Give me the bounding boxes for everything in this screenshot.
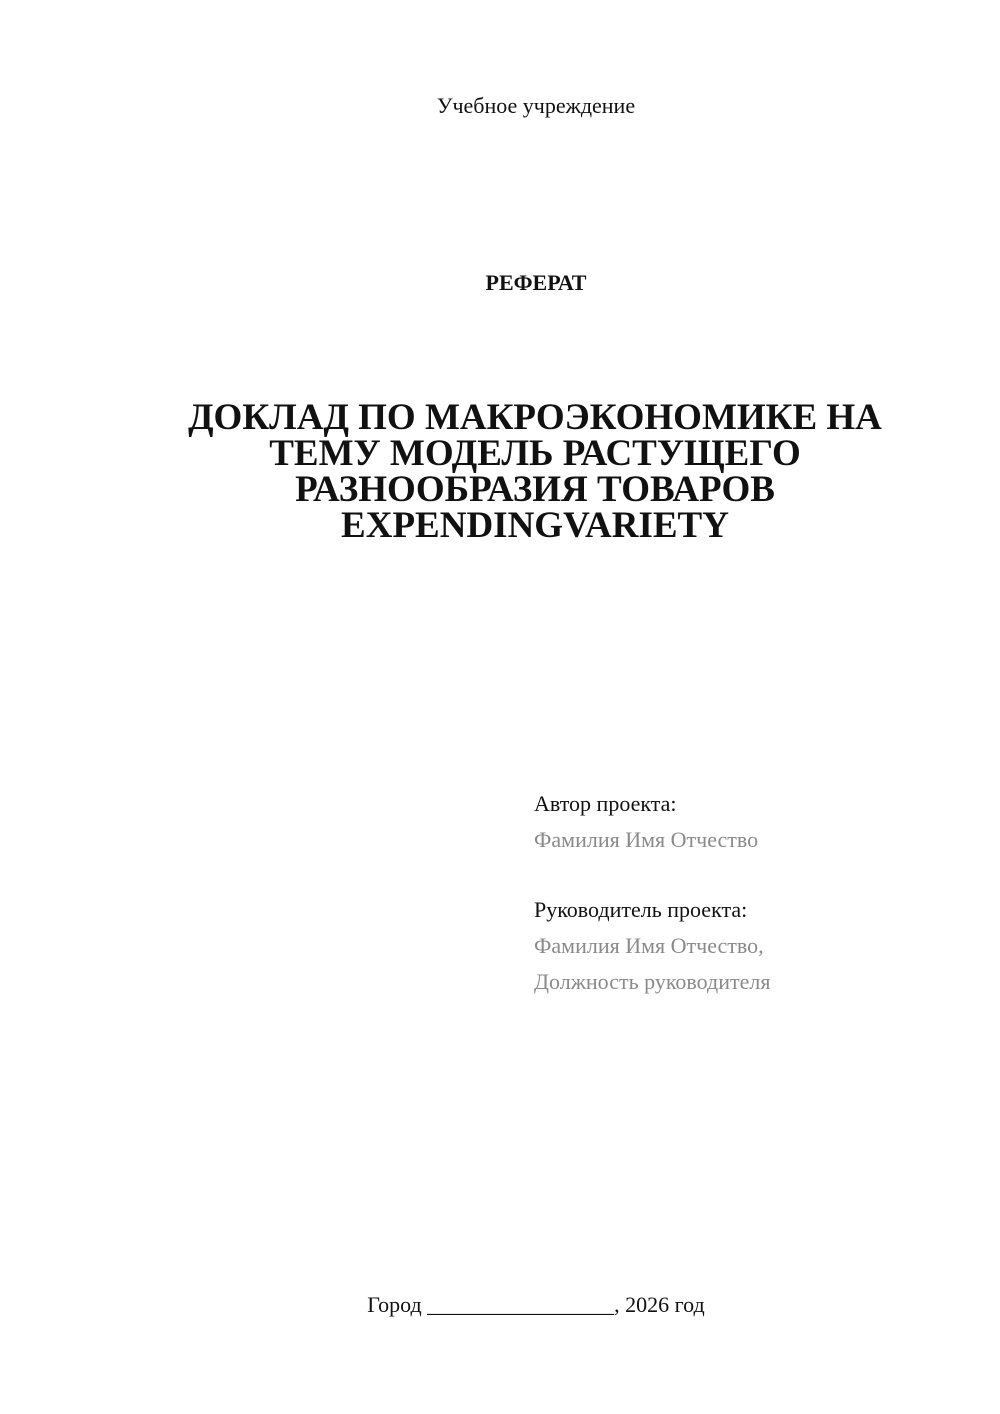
institution-name: Учебное учреждение <box>436 93 636 118</box>
supervisor-name: Фамилия Имя Отчество, <box>534 933 764 958</box>
author-name: Фамилия Имя Отчество <box>534 827 759 852</box>
supervisor-label: Руководитель проекта: <box>534 897 748 922</box>
city-year-line: Город _________________, 2026 год <box>367 1292 705 1317</box>
document-title <box>160 397 910 546</box>
author-block <box>534 786 758 858</box>
author-label: Автор проекта: <box>534 791 677 816</box>
document-title-line-3: РАЗНООБРАЗИЯ ТОВАРОВ <box>295 469 775 510</box>
document-type-label: РЕФЕРАТ <box>485 270 587 295</box>
supervisor-position: Должность руководителя <box>534 969 771 994</box>
document-title-line-2: ТЕМУ МОДЕЛЬ РАСТУЩЕГО <box>269 433 801 474</box>
document-title-line-1: ДОКЛАД ПО МАКРОЭКОНОМИКЕ НА <box>188 397 882 438</box>
document-title-line-4: EXPENDINGVARIETY <box>341 505 729 546</box>
supervisor-block <box>534 892 770 1000</box>
